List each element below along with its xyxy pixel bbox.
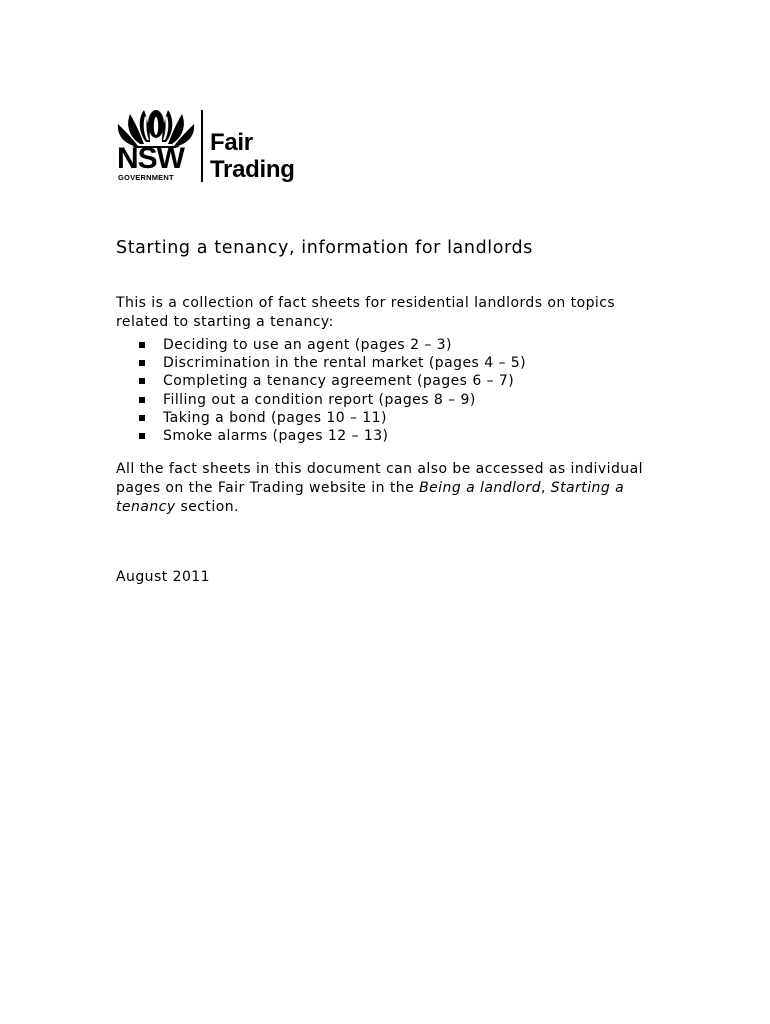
website-access-paragraph <box>116 460 676 517</box>
body-text: , <box>540 480 551 496</box>
list-item: Smoke alarms (pages 12 – 13) <box>116 427 526 445</box>
starting-a-tenancy-italic: Starting a tenancy <box>116 480 625 515</box>
list-item: Completing a tenancy agreement (pages 6 – 7) <box>116 372 526 390</box>
topics-list <box>116 336 526 445</box>
nsw-fair-trading-logo <box>116 104 316 186</box>
intro-paragraph: This is a collection of fact sheets for residential landlords on topics related to starting a tenancy: <box>116 295 616 330</box>
document-title: Starting a tenancy, information for landlords <box>116 238 533 258</box>
being-a-landlord-italic: Being a landlord <box>419 480 541 496</box>
logo-nsw-text: NSW <box>117 142 184 175</box>
logo-government-text: GOVERNMENT <box>118 173 174 182</box>
list-item: Deciding to use an agent (pages 2 – 3) <box>116 336 526 354</box>
list-item: Taking a bond (pages 10 – 11) <box>116 409 526 427</box>
list-item: Filling out a condition report (pages 8 – 9) <box>116 391 526 409</box>
document-date: August 2011 <box>116 569 211 585</box>
list-item: Discrimination in the rental market (pages 4 – 5) <box>116 354 526 372</box>
logo-divider <box>201 110 203 182</box>
body-text: All the fact sheets in this document can also be accessed as individual pages on the Fair Trading website in the <box>116 461 643 496</box>
logo-trading-text: Trading <box>210 156 295 183</box>
body-text: section. <box>175 499 239 515</box>
logo-fair-text: Fair <box>210 129 253 156</box>
